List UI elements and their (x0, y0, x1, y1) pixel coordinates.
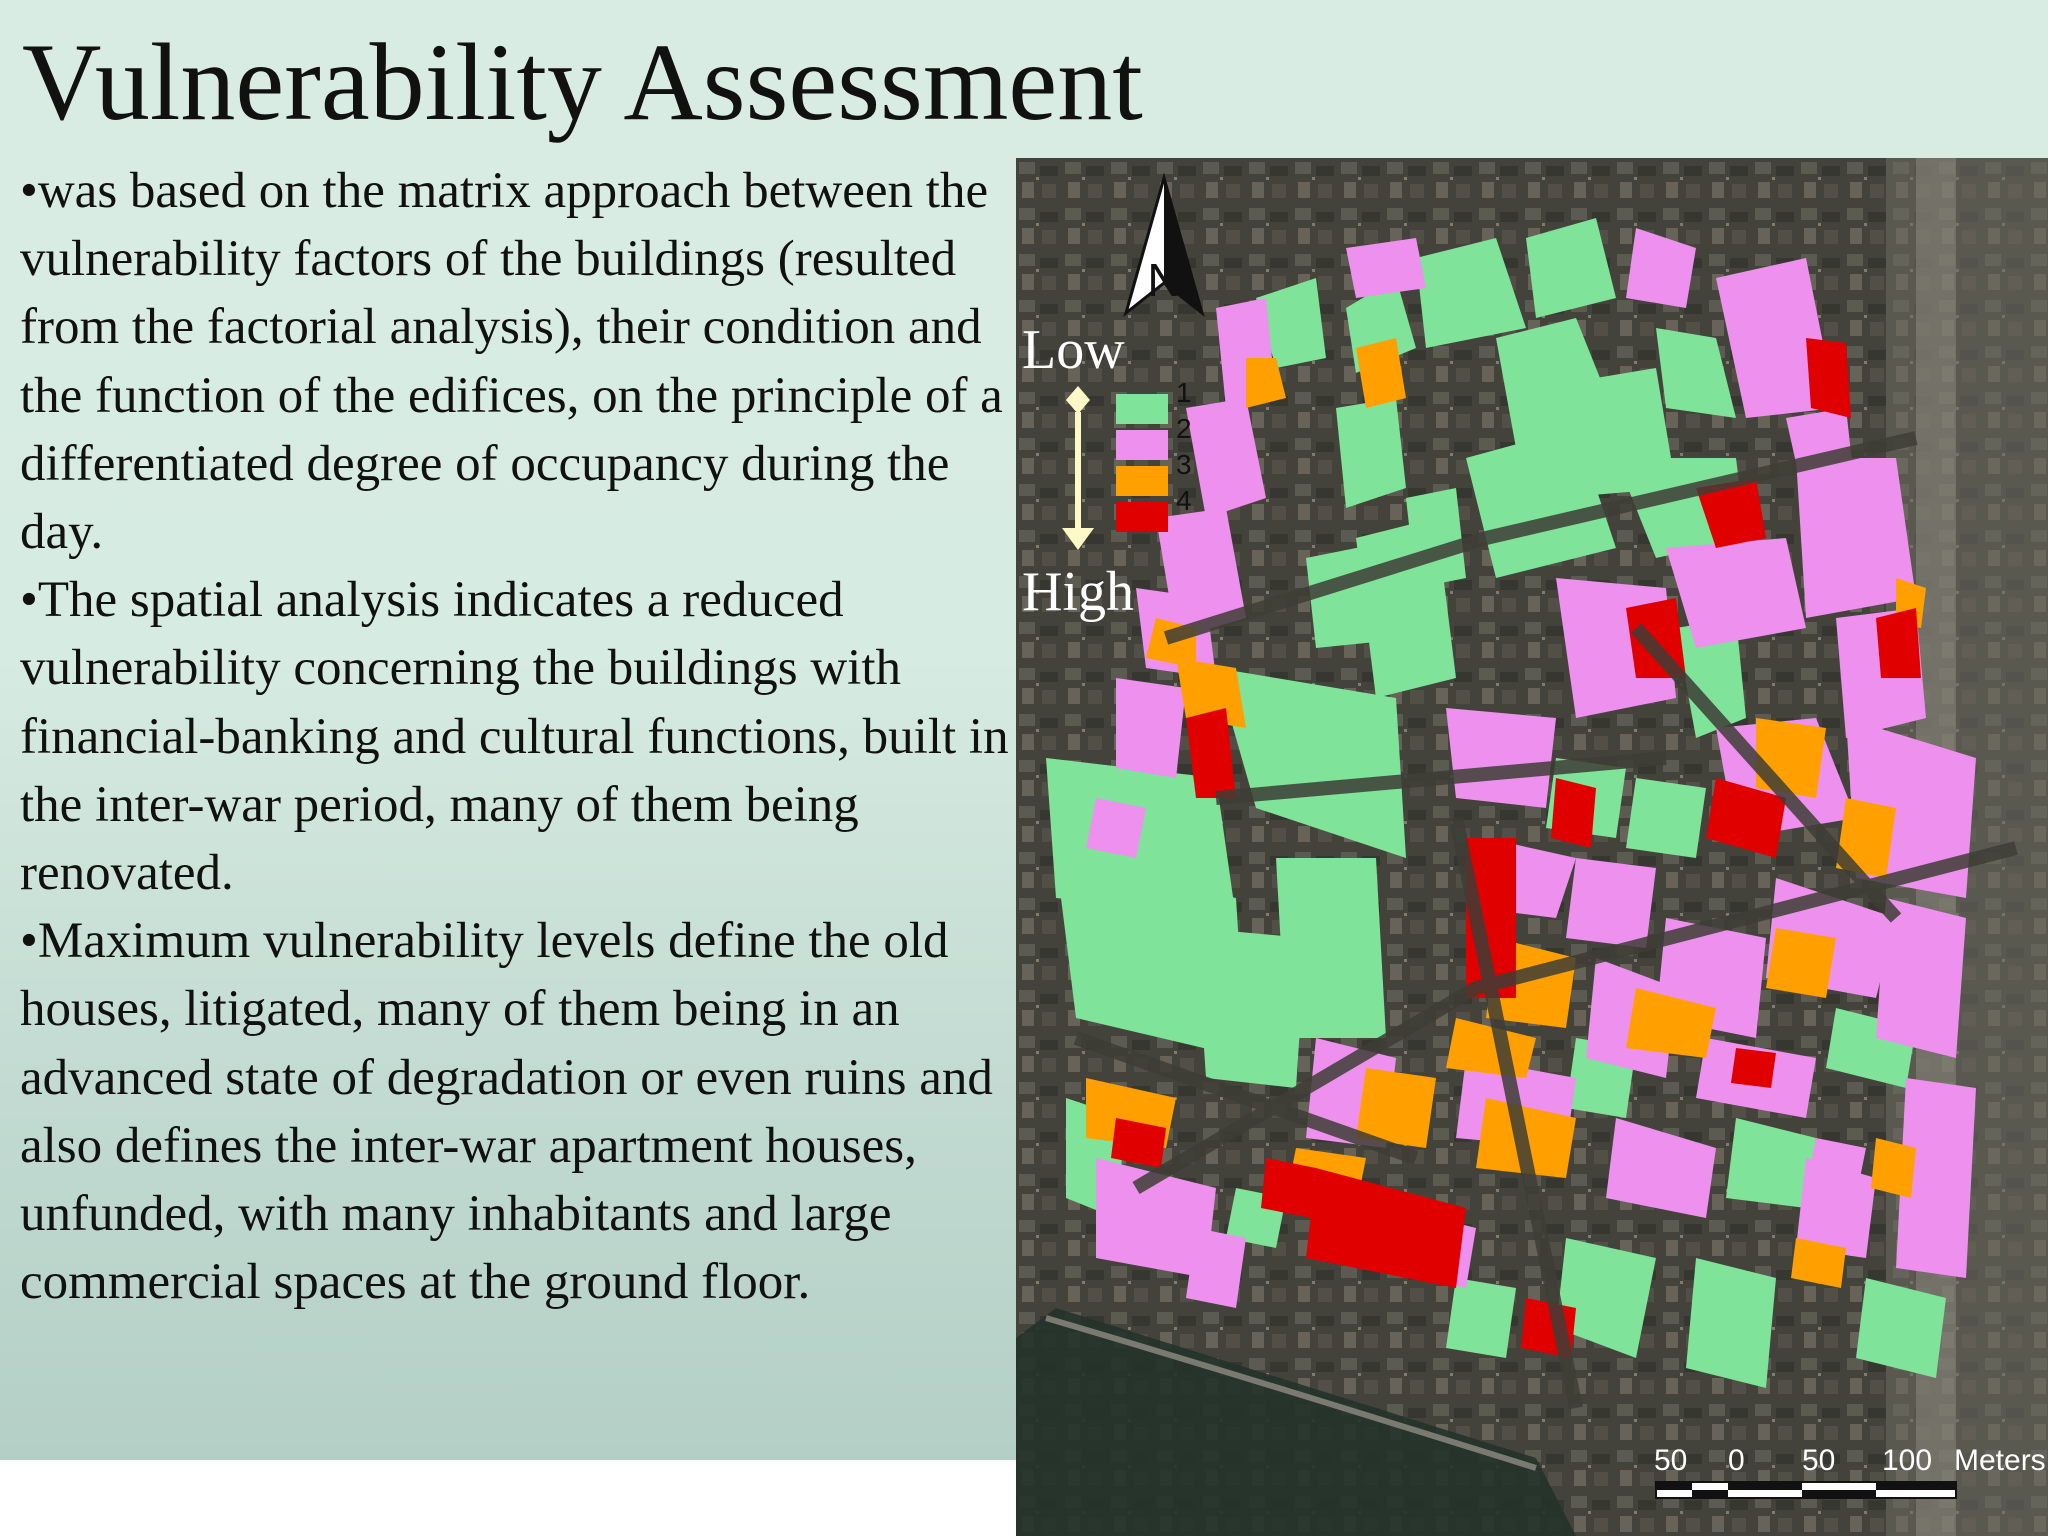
legend-high-label: High (1022, 561, 1134, 623)
scale-label: 100 (1882, 1444, 1933, 1477)
slide-title: Vulnerability Assessment (22, 21, 1143, 143)
scale-label: 50 (1654, 1444, 1688, 1477)
svg-text:N: N (1147, 254, 1181, 306)
bullet-item: •was based on the matrix approach between the vulnerability factors of the buildings (resulted from the factorial analysis), their condition and the function of the edifices, on the principle of a differentiated degree of occupancy during the day. (20, 163, 1003, 561)
legend-class-label: 1 (1176, 377, 1192, 408)
bullet-item: •The spatial analysis indicates a reduced vulnerability concerning the buildings with financial-banking and cultural functions, built in the inter-war period, many of them being renovated. (20, 572, 1009, 902)
legend-swatch-1 (1116, 394, 1168, 424)
vulnerability-map (1016, 158, 2048, 1536)
bullet-item: •Maximum vulnerability levels define the old houses, litigated, many of them being in an advanced state of degradation or even ruins and also defines the inter-war apartment houses, unfunded, with many inhabitants and large commercial spaces at the ground floor. (20, 913, 993, 1311)
scale-label: 50 (1802, 1444, 1836, 1477)
bullet-list (20, 157, 1010, 1316)
legend-class-label: 4 (1176, 485, 1192, 516)
legend-swatch-3 (1116, 466, 1168, 496)
legend-low-label: Low (1022, 319, 1125, 381)
legend-class-label: 2 (1176, 413, 1192, 444)
legend-swatch-2 (1116, 430, 1168, 460)
scale-label: Meters (1954, 1444, 2046, 1477)
legend-swatch-4 (1116, 502, 1168, 532)
legend-class-label: 3 (1176, 449, 1192, 480)
scale-label: 0 (1728, 1444, 1745, 1477)
